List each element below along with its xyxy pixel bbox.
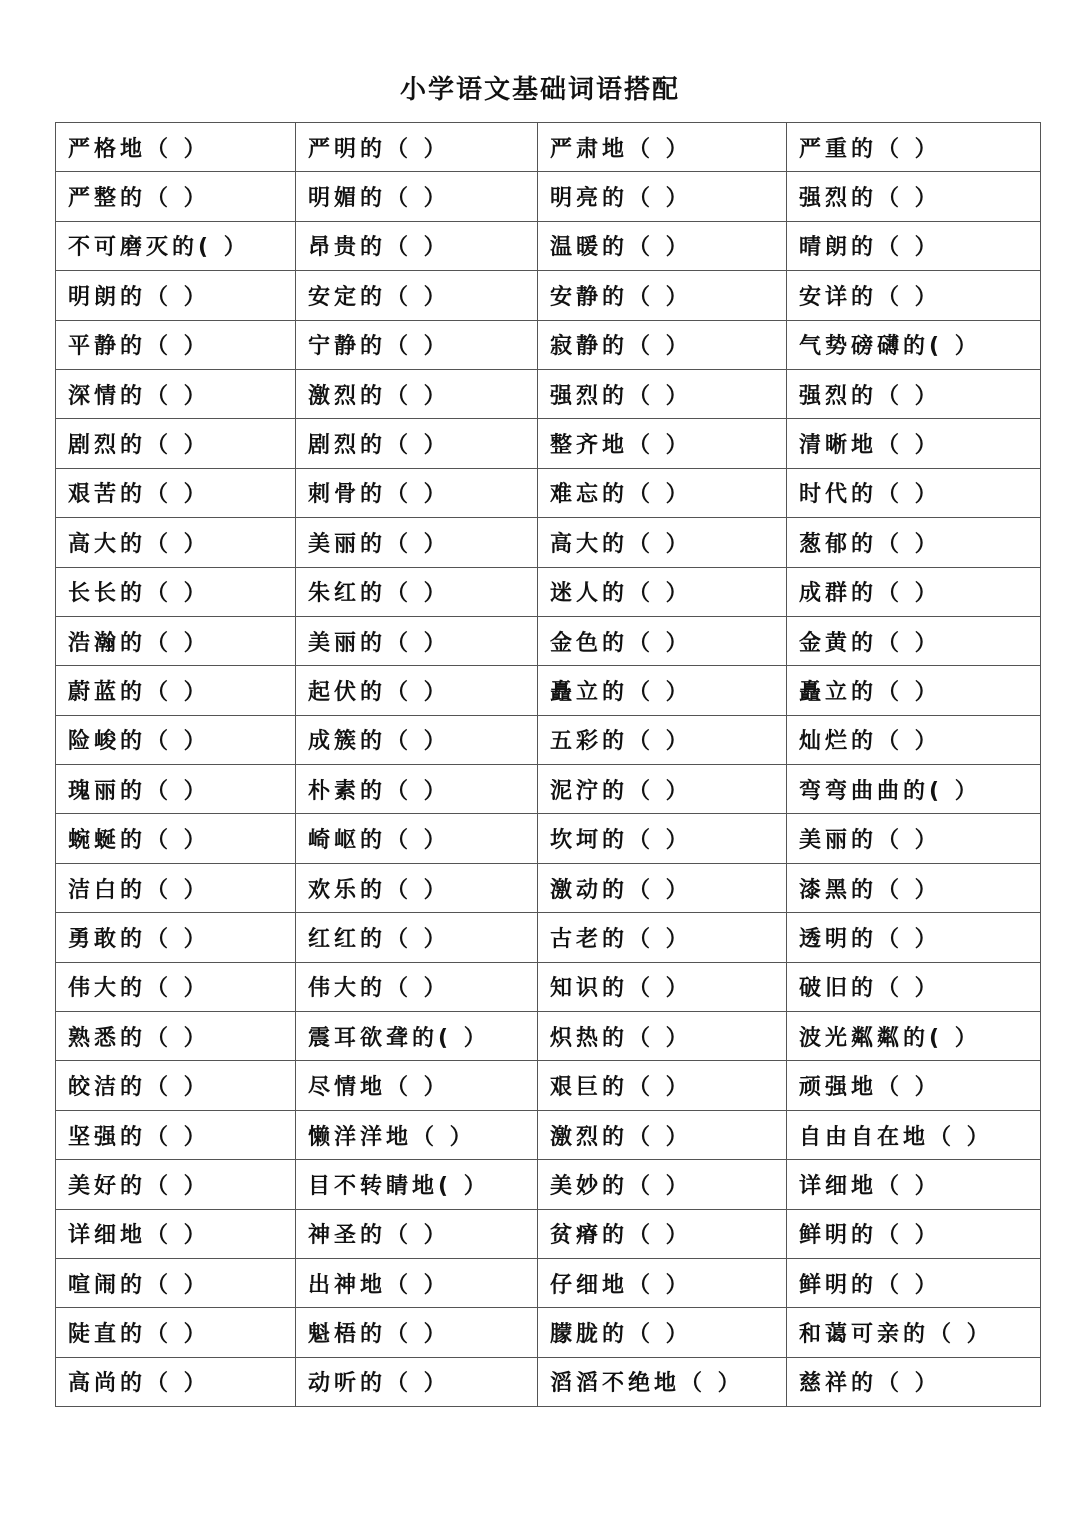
- word-pairing-cell: 高大的（ ）: [56, 518, 296, 567]
- word-pairing-cell: 险峻的（ ）: [56, 715, 296, 764]
- word-pairing-table-body: [56, 123, 1041, 1407]
- word-pairing-cell: 自由自在地（ ）: [787, 1110, 1041, 1159]
- word-pairing-cell: 难忘的（ ）: [538, 468, 787, 517]
- word-pairing-table: [55, 122, 1041, 1407]
- word-pairing-cell: 艰苦的（ ）: [56, 468, 296, 517]
- word-pairing-cell: 美丽的（ ）: [296, 518, 538, 567]
- word-pairing-cell: 动听的（ ）: [296, 1357, 538, 1406]
- word-pairing-cell: 金黄的（ ）: [787, 616, 1041, 665]
- word-pairing-cell: 滔滔不绝地（ ）: [538, 1357, 787, 1406]
- word-pairing-cell: 古老的（ ）: [538, 913, 787, 962]
- table-row: [56, 863, 1041, 912]
- word-pairing-cell: 严格地（ ）: [56, 123, 296, 172]
- table-row: [56, 1308, 1041, 1357]
- word-pairing-cell: 目不转睛地( ）: [296, 1160, 538, 1209]
- word-pairing-cell: 瑰丽的（ ）: [56, 765, 296, 814]
- table-row: [56, 765, 1041, 814]
- table-row: [56, 468, 1041, 517]
- table-row: [56, 666, 1041, 715]
- word-pairing-cell: 贫瘠的（ ）: [538, 1209, 787, 1258]
- word-pairing-cell: 喧闹的（ ）: [56, 1258, 296, 1307]
- word-pairing-cell: 剧烈的（ ）: [56, 419, 296, 468]
- word-pairing-cell: 金色的（ ）: [538, 616, 787, 665]
- table-row: [56, 221, 1041, 270]
- table-row: [56, 123, 1041, 172]
- word-pairing-cell: 和蔼可亲的（ ）: [787, 1308, 1041, 1357]
- word-pairing-cell: 顽强地（ ）: [787, 1061, 1041, 1110]
- word-pairing-cell: 艰巨的（ ）: [538, 1061, 787, 1110]
- word-pairing-cell: 出神地（ ）: [296, 1258, 538, 1307]
- word-pairing-cell: 朴素的（ ）: [296, 765, 538, 814]
- table-row: [56, 1209, 1041, 1258]
- word-pairing-cell: 熟悉的（ ）: [56, 1012, 296, 1061]
- table-row: [56, 913, 1041, 962]
- word-pairing-cell: 寂静的（ ）: [538, 320, 787, 369]
- word-pairing-cell: 剧烈的（ ）: [296, 419, 538, 468]
- table-row: [56, 518, 1041, 567]
- word-pairing-cell: 长长的（ ）: [56, 567, 296, 616]
- word-pairing-cell: 气势磅礴的( ）: [787, 320, 1041, 369]
- word-pairing-cell: 强烈的（ ）: [787, 369, 1041, 418]
- word-pairing-cell: 严整的（ ）: [56, 172, 296, 221]
- word-pairing-cell: 红红的（ ）: [296, 913, 538, 962]
- word-pairing-cell: 时代的（ ）: [787, 468, 1041, 517]
- word-pairing-cell: 坚强的（ ）: [56, 1110, 296, 1159]
- word-pairing-cell: 魁梧的（ ）: [296, 1308, 538, 1357]
- word-pairing-cell: 成群的（ ）: [787, 567, 1041, 616]
- table-row: [56, 1061, 1041, 1110]
- word-pairing-cell: 矗立的（ ）: [538, 666, 787, 715]
- table-row: [56, 1160, 1041, 1209]
- word-pairing-cell: 鲜明的（ ）: [787, 1258, 1041, 1307]
- word-pairing-cell: 美丽的（ ）: [787, 814, 1041, 863]
- word-pairing-cell: 成簇的（ ）: [296, 715, 538, 764]
- word-pairing-cell: 美丽的（ ）: [296, 616, 538, 665]
- table-row: [56, 567, 1041, 616]
- table-row: [56, 1258, 1041, 1307]
- word-pairing-cell: 整齐地（ ）: [538, 419, 787, 468]
- word-pairing-cell: 朦胧的（ ）: [538, 1308, 787, 1357]
- word-pairing-cell: 严明的（ ）: [296, 123, 538, 172]
- word-pairing-cell: 鲜明的（ ）: [787, 1209, 1041, 1258]
- word-pairing-cell: 深情的（ ）: [56, 369, 296, 418]
- word-pairing-cell: 葱郁的（ ）: [787, 518, 1041, 567]
- word-pairing-cell: 明媚的（ ）: [296, 172, 538, 221]
- word-pairing-cell: 蜿蜒的（ ）: [56, 814, 296, 863]
- word-pairing-cell: 尽情地（ ）: [296, 1061, 538, 1110]
- word-pairing-cell: 安静的（ ）: [538, 271, 787, 320]
- word-pairing-cell: 温暖的（ ）: [538, 221, 787, 270]
- table-row: [56, 962, 1041, 1011]
- word-pairing-cell: 强烈的（ ）: [787, 172, 1041, 221]
- table-row: [56, 271, 1041, 320]
- word-pairing-cell: 神圣的（ ）: [296, 1209, 538, 1258]
- word-pairing-cell: 洁白的（ ）: [56, 863, 296, 912]
- word-pairing-cell: 美好的（ ）: [56, 1160, 296, 1209]
- table-row: [56, 419, 1041, 468]
- table-row: [56, 1110, 1041, 1159]
- word-pairing-cell: 勇敢的（ ）: [56, 913, 296, 962]
- table-row: [56, 320, 1041, 369]
- table-row: [56, 369, 1041, 418]
- word-pairing-cell: 欢乐的（ ）: [296, 863, 538, 912]
- word-pairing-cell: 不可磨灭的( ）: [56, 221, 296, 270]
- word-pairing-cell: 起伏的（ ）: [296, 666, 538, 715]
- word-pairing-cell: 波光粼粼的( ）: [787, 1012, 1041, 1061]
- word-pairing-cell: 矗立的（ ）: [787, 666, 1041, 715]
- word-pairing-cell: 详细地（ ）: [56, 1209, 296, 1258]
- word-pairing-cell: 陡直的（ ）: [56, 1308, 296, 1357]
- word-pairing-cell: 仔细地（ ）: [538, 1258, 787, 1307]
- table-row: [56, 814, 1041, 863]
- word-pairing-cell: 详细地（ ）: [787, 1160, 1041, 1209]
- word-pairing-cell: 宁静的（ ）: [296, 320, 538, 369]
- word-pairing-cell: 崎岖的（ ）: [296, 814, 538, 863]
- word-pairing-cell: 高尚的（ ）: [56, 1357, 296, 1406]
- word-pairing-cell: 刺骨的（ ）: [296, 468, 538, 517]
- word-pairing-cell: 懒洋洋地（ ）: [296, 1110, 538, 1159]
- word-pairing-cell: 强烈的（ ）: [538, 369, 787, 418]
- table-row: [56, 172, 1041, 221]
- word-pairing-cell: 安详的（ ）: [787, 271, 1041, 320]
- word-pairing-cell: 激烈的（ ）: [296, 369, 538, 418]
- word-pairing-cell: 激烈的（ ）: [538, 1110, 787, 1159]
- word-pairing-cell: 晴朗的（ ）: [787, 221, 1041, 270]
- word-pairing-cell: 知识的（ ）: [538, 962, 787, 1011]
- word-pairing-cell: 激动的（ ）: [538, 863, 787, 912]
- word-pairing-cell: 灿烂的（ ）: [787, 715, 1041, 764]
- word-pairing-cell: 安定的（ ）: [296, 271, 538, 320]
- word-pairing-cell: 平静的（ ）: [56, 320, 296, 369]
- word-pairing-cell: 美妙的（ ）: [538, 1160, 787, 1209]
- word-pairing-cell: 迷人的（ ）: [538, 567, 787, 616]
- word-pairing-cell: 弯弯曲曲的( ）: [787, 765, 1041, 814]
- word-pairing-cell: 严肃地（ ）: [538, 123, 787, 172]
- word-pairing-cell: 严重的（ ）: [787, 123, 1041, 172]
- word-pairing-cell: 明朗的（ ）: [56, 271, 296, 320]
- word-pairing-cell: 蔚蓝的（ ）: [56, 666, 296, 715]
- word-pairing-cell: 坎坷的（ ）: [538, 814, 787, 863]
- word-pairing-cell: 朱红的（ ）: [296, 567, 538, 616]
- word-pairing-cell: 伟大的（ ）: [56, 962, 296, 1011]
- word-pairing-cell: 慈祥的（ ）: [787, 1357, 1041, 1406]
- page-title: 小学语文基础词语搭配: [399, 75, 680, 105]
- word-pairing-cell: 透明的（ ）: [787, 913, 1041, 962]
- table-row: [56, 1012, 1041, 1061]
- word-pairing-cell: 五彩的（ ）: [538, 715, 787, 764]
- word-pairing-cell: 皎洁的（ ）: [56, 1061, 296, 1110]
- word-pairing-cell: 浩瀚的（ ）: [56, 616, 296, 665]
- word-pairing-cell: 泥泞的（ ）: [538, 765, 787, 814]
- word-pairing-cell: 高大的（ ）: [538, 518, 787, 567]
- table-row: [56, 1357, 1041, 1406]
- word-pairing-cell: 伟大的（ ）: [296, 962, 538, 1011]
- word-pairing-cell: 清晰地（ ）: [787, 419, 1041, 468]
- word-pairing-cell: 炽热的（ ）: [538, 1012, 787, 1061]
- word-pairing-cell: 漆黑的（ ）: [787, 863, 1041, 912]
- table-row: [56, 616, 1041, 665]
- word-pairing-cell: 破旧的（ ）: [787, 962, 1041, 1011]
- word-pairing-cell: 昂贵的（ ）: [296, 221, 538, 270]
- word-pairing-cell: 明亮的（ ）: [538, 172, 787, 221]
- word-pairing-cell: 震耳欲聋的( ）: [296, 1012, 538, 1061]
- table-row: [56, 715, 1041, 764]
